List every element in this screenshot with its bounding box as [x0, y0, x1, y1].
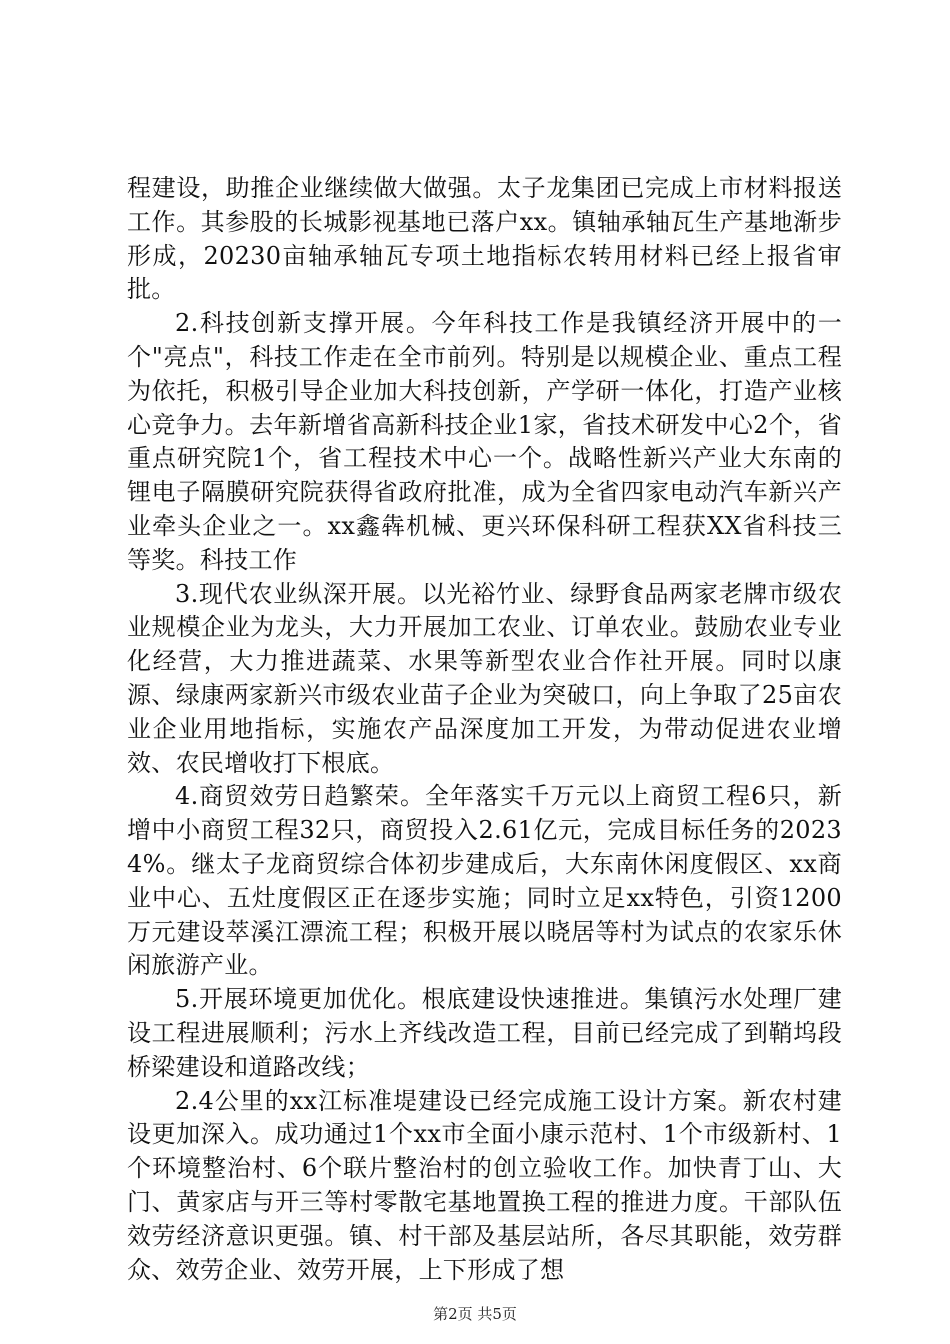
page-footer: 第2页 共5页 — [433, 1305, 517, 1323]
paragraph-environment: 5.开展环境更加优化。根底建设快速推进。集镇污水处理厂建设工程进展顺利；污水上齐线改造工程，目前已经完成了到鞘坞段桥梁建设和道路改线； — [127, 985, 842, 1081]
paragraph-modern-agriculture: 3.现代农业纵深开展。以光裕竹业、绿野食品两家老牌市级农业规模企业为龙头，大力开展加工农业、订单农业。鼓励农业专业化经营，大力推进蔬菜、水果等新型农业合作社开展。同时以康源、绿康两家新兴市级农业苗子企业为突破口，向上争取了25亩农业企业用地指标，实施农产品深度加工开发，为带动促进农业增效、农民增收打下根底。 — [127, 579, 842, 777]
paragraph-commerce-services: 4.商贸效劳日趋繁荣。全年落实千万元以上商贸工程6只，新增中小商贸工程32只，商贸投入2.61亿元，完成目标任务的20234%。继太子龙商贸综合体初步建成后，大东南休闲度假区、xx商业中心、五灶度假区正在逐步实施；同时立足xx特色，引资1200万元建设萃溪江漂流工程；积极开展以晓居等村为试点的农家乐休闲旅游产业。 — [127, 782, 842, 980]
document-body — [127, 172, 842, 1287]
paragraph-embankment: 2.4公里的xx江标准堤建设已经完成施工设计方案。新农村建设更加深入。成功通过1个xx市全面小康示范村、1个市级新村、1个环境整治村、6个联片整治村的创立验收工作。加快青丁山、大门、黄家店与开三等村零散宅基地置换工程的推进力度。干部队伍效劳经济意识更强。镇、村干部及基层站所，各尽其职能，效劳群众、效劳企业、效劳开展，上下形成了想 — [127, 1086, 842, 1284]
paragraph-continuation: 程建设，助推企业继续做大做强。太子龙集团已完成上市材料报送工作。其参股的长城影视基地已落户xx。镇轴承轴瓦生产基地渐步形成，20230亩轴承轴瓦专项土地指标农转用材料已经上报省审批。 — [127, 174, 842, 304]
paragraph-tech-innovation: 2.科技创新支撑开展。今年科技工作是我镇经济开展中的一个"亮点"，科技工作走在全市前列。特别是以规模企业、重点工程为依托，积极引导企业加大科技创新，产学研一体化，打造产业核心竞争力。去年新增省高新科技企业1家，省技术研发中心2个，省重点研究院1个，省工程技术中心一个。战略性新兴产业大东南的锂电子隔膜研究院获得省政府批准，成为全省四家电动汽车新兴产业牵头企业之一。xx鑫犇机械、更兴环保科研工程获XX省科技三等奖。科技工作 — [127, 309, 842, 574]
